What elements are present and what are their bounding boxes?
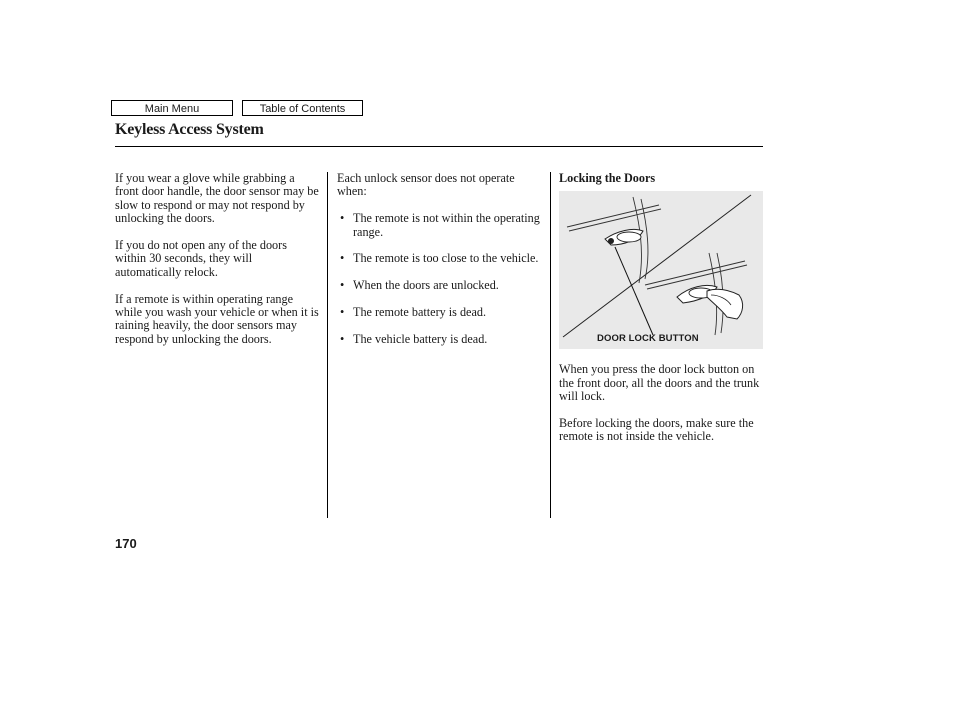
main-menu-button[interactable]: Main Menu bbox=[111, 100, 233, 116]
column-1 bbox=[115, 172, 320, 360]
section-heading: Locking the Doors bbox=[559, 171, 656, 185]
paragraph-relock: If you do not open any of the doors within 30 seconds, they will automatically relock. bbox=[115, 238, 287, 279]
bullet-icon: • bbox=[340, 251, 345, 266]
list-item bbox=[340, 279, 542, 292]
page-title: Keyless Access System bbox=[115, 121, 264, 138]
bullet-icon: • bbox=[340, 278, 345, 293]
column-3 bbox=[559, 172, 764, 457]
list-item bbox=[340, 212, 542, 239]
list-item bbox=[340, 252, 542, 265]
paragraph-sensor-intro: Each unlock sensor does not operate when: bbox=[337, 171, 515, 199]
list-item bbox=[340, 306, 542, 319]
list-item-text: When the doors are unlocked. bbox=[353, 278, 499, 293]
list-item-text: The remote is too close to the vehicle. bbox=[353, 251, 539, 266]
list-item bbox=[340, 333, 542, 346]
door-lock-button-label: DOOR LOCK BUTTON bbox=[597, 333, 699, 345]
bullet-icon: • bbox=[340, 211, 345, 226]
paragraph-glove: If you wear a glove while grabbing a front door handle, the door sensor may be slow to respond or may not respond by unlocking the doors. bbox=[115, 171, 319, 226]
list-item-text: The vehicle battery is dead. bbox=[353, 331, 488, 346]
column-2 bbox=[337, 172, 542, 360]
door-illustration-icon bbox=[559, 191, 763, 349]
paragraph-before-locking: Before locking the doors, make sure the remote is not inside the vehicle. bbox=[559, 416, 754, 444]
paragraph-wash: If a remote is within operating range while you wash your vehicle or when it is raining heavily, the door sensors may respond by unlocking the doors. bbox=[115, 291, 319, 346]
table-of-contents-button[interactable]: Table of Contents bbox=[242, 100, 363, 116]
title-divider bbox=[115, 146, 763, 147]
list-item-text: The remote is not within the operating range. bbox=[353, 211, 540, 239]
column-divider bbox=[327, 172, 328, 518]
bullet-icon: • bbox=[340, 305, 345, 319]
list-item-text: The remote battery is dead. bbox=[353, 305, 486, 319]
door-lock-illustration bbox=[559, 191, 763, 349]
bullet-icon: • bbox=[340, 331, 345, 346]
column-divider bbox=[550, 172, 551, 518]
page-number: 170 bbox=[115, 536, 137, 551]
paragraph-press-lock: When you press the door lock button on the front door, all the doors and the trunk will lock. bbox=[559, 362, 760, 404]
